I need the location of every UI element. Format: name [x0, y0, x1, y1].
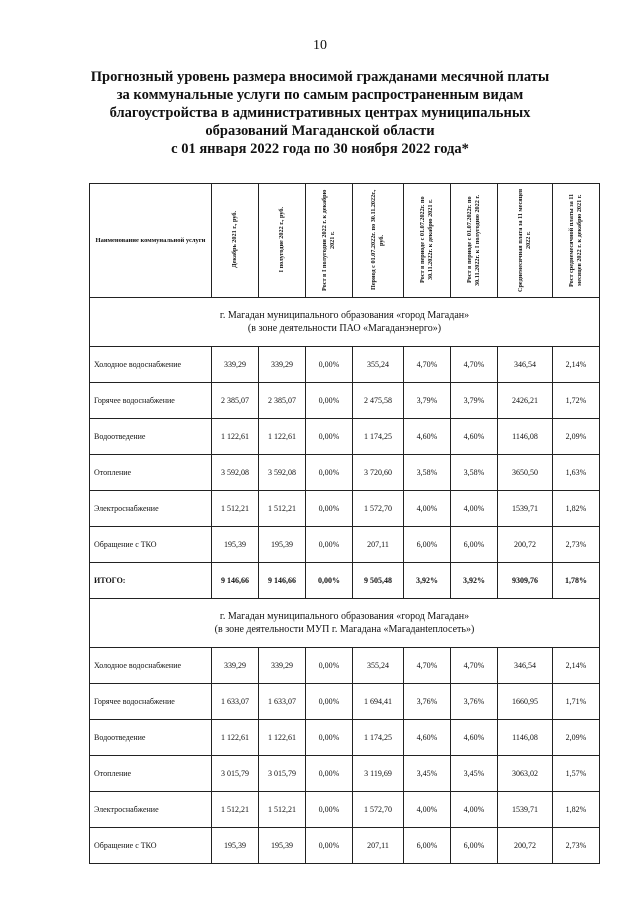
- total-value: 0,00%: [306, 563, 353, 599]
- column-header: Наименование коммунальной услуги: [90, 184, 212, 298]
- value-cell: 6,00%: [404, 828, 451, 864]
- value-cell: 4,70%: [451, 347, 498, 383]
- value-cell: 0,00%: [306, 527, 353, 563]
- value-cell: 339,29: [259, 648, 306, 684]
- value-cell: 2,14%: [553, 347, 600, 383]
- value-cell: 1,82%: [553, 491, 600, 527]
- value-cell: 0,00%: [306, 419, 353, 455]
- value-cell: 3 592,08: [212, 455, 259, 491]
- value-cell: 4,60%: [451, 419, 498, 455]
- value-cell: 2,73%: [553, 828, 600, 864]
- value-cell: 1,63%: [553, 455, 600, 491]
- value-cell: 207,11: [353, 828, 404, 864]
- value-cell: 355,24: [353, 648, 404, 684]
- value-cell: 0,00%: [306, 347, 353, 383]
- total-row: [90, 563, 600, 599]
- value-cell: 1 633,07: [212, 684, 259, 720]
- section-heading-row: [90, 599, 600, 648]
- value-cell: 3,76%: [451, 684, 498, 720]
- value-cell: 200,72: [498, 828, 553, 864]
- value-cell: 0,00%: [306, 383, 353, 419]
- total-value: 1,78%: [553, 563, 600, 599]
- table-row: [90, 720, 600, 756]
- value-cell: 339,29: [212, 347, 259, 383]
- value-cell: 2426,21: [498, 383, 553, 419]
- service-name-cell: Обращение с ТКО: [90, 527, 212, 563]
- service-name-cell: Обращение с ТКО: [90, 828, 212, 864]
- value-cell: 3 720,60: [353, 455, 404, 491]
- value-cell: 339,29: [212, 648, 259, 684]
- section-heading-row: [90, 298, 600, 347]
- value-cell: 1 572,70: [353, 491, 404, 527]
- value-cell: 195,39: [212, 828, 259, 864]
- section-heading-line: г. Магадан муниципального образования «город Магадан»: [219, 611, 470, 622]
- total-value: 9 505,48: [353, 563, 404, 599]
- value-cell: 3,79%: [451, 383, 498, 419]
- value-cell: 3 015,79: [259, 756, 306, 792]
- value-cell: 355,24: [353, 347, 404, 383]
- value-cell: 0,00%: [306, 792, 353, 828]
- value-cell: 3,58%: [404, 455, 451, 491]
- value-cell: 6,00%: [451, 828, 498, 864]
- value-cell: 3063,02: [498, 756, 553, 792]
- value-cell: 4,60%: [451, 720, 498, 756]
- value-cell: 3,58%: [451, 455, 498, 491]
- value-cell: 4,60%: [404, 720, 451, 756]
- value-cell: 0,00%: [306, 684, 353, 720]
- value-cell: 1,82%: [553, 792, 600, 828]
- value-cell: 1 633,07: [259, 684, 306, 720]
- value-cell: 3,79%: [404, 383, 451, 419]
- value-cell: 4,00%: [451, 792, 498, 828]
- document-title: [60, 68, 580, 158]
- section-heading-line: г. Магадан муниципального образования «город Магадан»: [219, 310, 470, 321]
- value-cell: 207,11: [353, 527, 404, 563]
- table-row: [90, 383, 600, 419]
- value-cell: 6,00%: [451, 527, 498, 563]
- column-header: Среднемесячная плата за 11 месяцев 2022 г.: [498, 184, 553, 298]
- header-row: [90, 184, 600, 298]
- table-row: [90, 828, 600, 864]
- service-name-cell: Водоотведение: [90, 720, 212, 756]
- value-cell: 1 122,61: [259, 720, 306, 756]
- value-cell: 1539,71: [498, 491, 553, 527]
- service-name-cell: Горячее водоснабжение: [90, 383, 212, 419]
- service-name-cell: Электроснабжение: [90, 792, 212, 828]
- value-cell: 4,60%: [404, 419, 451, 455]
- value-cell: 2 475,58: [353, 383, 404, 419]
- table-row: [90, 684, 600, 720]
- value-cell: 200,72: [498, 527, 553, 563]
- value-cell: 1 512,21: [212, 491, 259, 527]
- value-cell: 195,39: [259, 828, 306, 864]
- service-name-cell: Отопление: [90, 756, 212, 792]
- service-name-cell: Холодное водоснабжение: [90, 347, 212, 383]
- value-cell: 4,70%: [404, 347, 451, 383]
- title-line: Прогнозный уровень размера вносимой гражданами месячной платы: [90, 69, 550, 85]
- value-cell: 6,00%: [404, 527, 451, 563]
- value-cell: 2 385,07: [259, 383, 306, 419]
- section-heading-line: (в зоне деятельности ПАО «Магаданэнерго»): [247, 323, 442, 334]
- value-cell: 0,00%: [306, 455, 353, 491]
- value-cell: 1 174,25: [353, 720, 404, 756]
- value-cell: 3 119,69: [353, 756, 404, 792]
- service-name-cell: Горячее водоснабжение: [90, 684, 212, 720]
- value-cell: 1,57%: [553, 756, 600, 792]
- section-heading: [90, 599, 600, 648]
- service-name-cell: Холодное водоснабжение: [90, 648, 212, 684]
- value-cell: 3,76%: [404, 684, 451, 720]
- value-cell: 4,00%: [404, 491, 451, 527]
- total-value: 3,92%: [451, 563, 498, 599]
- value-cell: 2 385,07: [212, 383, 259, 419]
- value-cell: 1 174,25: [353, 419, 404, 455]
- value-cell: 1 512,21: [212, 792, 259, 828]
- column-header: Рост в периоде с 01.07.2022г. по 30.11.2022г. к декабрю 2021 г.: [404, 184, 451, 298]
- title-line: за коммунальные услуги по самым распространенным видам: [116, 87, 524, 103]
- value-cell: 0,00%: [306, 756, 353, 792]
- value-cell: 0,00%: [306, 720, 353, 756]
- title-line: благоустройства в административных центрах муниципальных: [109, 105, 531, 121]
- value-cell: 1,71%: [553, 684, 600, 720]
- tariff-table: [89, 183, 600, 864]
- section-heading-line: (в зоне деятельности МУП г. Магадана «Магаданteплосеть»): [214, 624, 475, 635]
- value-cell: 195,39: [212, 527, 259, 563]
- value-cell: 0,00%: [306, 648, 353, 684]
- value-cell: 1 512,21: [259, 491, 306, 527]
- column-header: Рост в периоде с 01.07.2022г. по 30.11.2022г. к I полугодию 2022 г.: [451, 184, 498, 298]
- column-header: Рост в I полугодии 2022 г. к декабрю 2021 г.: [306, 184, 353, 298]
- page-number: 10: [313, 38, 327, 53]
- value-cell: 3,45%: [451, 756, 498, 792]
- total-value: 9 146,66: [259, 563, 306, 599]
- total-value: 3,92%: [404, 563, 451, 599]
- value-cell: 346,54: [498, 347, 553, 383]
- table-row: [90, 756, 600, 792]
- value-cell: 195,39: [259, 527, 306, 563]
- table-row: [90, 347, 600, 383]
- service-name-cell: Отопление: [90, 455, 212, 491]
- value-cell: 1,72%: [553, 383, 600, 419]
- value-cell: 1660,95: [498, 684, 553, 720]
- service-name-cell: Водоотведение: [90, 419, 212, 455]
- title-line: с 01 января 2022 года по 30 ноября 2022 года*: [171, 141, 469, 157]
- value-cell: 2,73%: [553, 527, 600, 563]
- value-cell: 3 015,79: [212, 756, 259, 792]
- value-cell: 0,00%: [306, 828, 353, 864]
- value-cell: 2,09%: [553, 720, 600, 756]
- value-cell: 4,00%: [451, 491, 498, 527]
- value-cell: 346,54: [498, 648, 553, 684]
- table-row: [90, 792, 600, 828]
- value-cell: 1539,71: [498, 792, 553, 828]
- total-value: 9 146,66: [212, 563, 259, 599]
- value-cell: 3650,50: [498, 455, 553, 491]
- table-row: [90, 491, 600, 527]
- column-header: I полугодие 2022 г., руб.: [259, 184, 306, 298]
- table-row: [90, 419, 600, 455]
- total-label: ИТОГО:: [90, 563, 212, 599]
- column-header: Период с 01.07.2022г. по 30.11.2022г., руб.: [353, 184, 404, 298]
- value-cell: 339,29: [259, 347, 306, 383]
- column-header: Рост среднемесячной платы за 11 месяцев 2022 г. к декабрю 2021 г.: [553, 184, 600, 298]
- value-cell: 1146,08: [498, 720, 553, 756]
- value-cell: 0,00%: [306, 491, 353, 527]
- value-cell: 4,70%: [404, 648, 451, 684]
- value-cell: 2,09%: [553, 419, 600, 455]
- value-cell: 1 122,61: [259, 419, 306, 455]
- value-cell: 1 694,41: [353, 684, 404, 720]
- table-row: [90, 527, 600, 563]
- table-row: [90, 648, 600, 684]
- table-row: [90, 455, 600, 491]
- value-cell: 4,70%: [451, 648, 498, 684]
- title-line: образований Магаданской области: [205, 123, 435, 139]
- total-value: 9309,76: [498, 563, 553, 599]
- value-cell: 4,00%: [404, 792, 451, 828]
- value-cell: 1 122,61: [212, 419, 259, 455]
- service-name-cell: Электроснабжение: [90, 491, 212, 527]
- value-cell: 1 122,61: [212, 720, 259, 756]
- section-heading: [90, 298, 600, 347]
- column-header: Декабрь 2021 г., руб.: [212, 184, 259, 298]
- value-cell: 3,45%: [404, 756, 451, 792]
- value-cell: 2,14%: [553, 648, 600, 684]
- value-cell: 1 572,70: [353, 792, 404, 828]
- value-cell: 3 592,08: [259, 455, 306, 491]
- value-cell: 1 512,21: [259, 792, 306, 828]
- value-cell: 1146,08: [498, 419, 553, 455]
